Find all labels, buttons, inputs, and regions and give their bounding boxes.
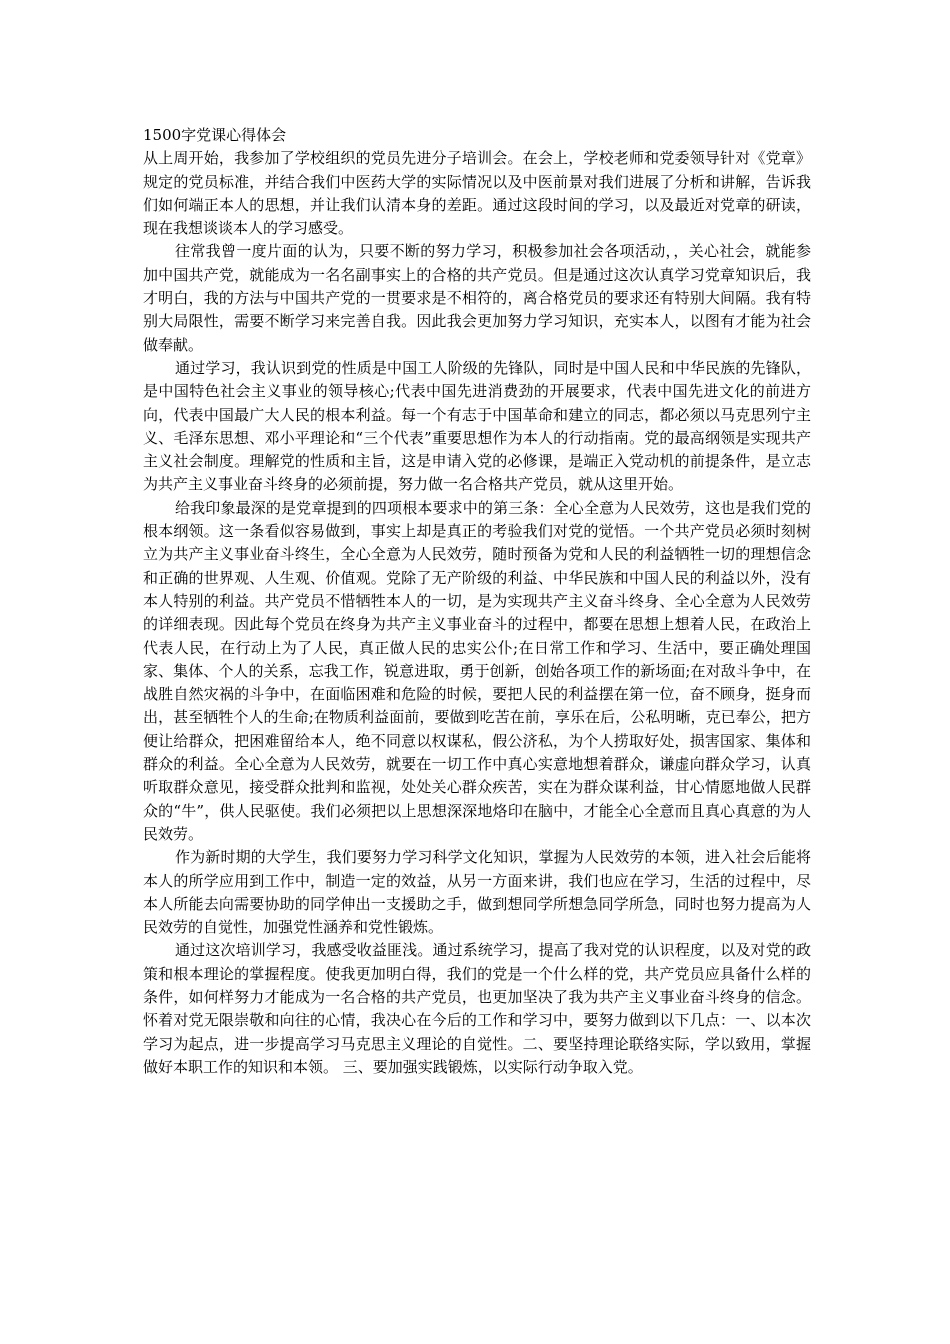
- document-title: 1500字党课心得体会: [143, 126, 287, 144]
- paragraph-party-nature: 通过学习，我认识到党的性质是中国工人阶级的先锋队，同时是中国人民和中华民族的先锋队，是中国特色社会主义事业的领导核心;代表中国先进消费劲的开展要求，代表中国先进文化的前进方向，代表中国最广大人民的根本利益。每一个有志于中国革命和建立的同志，都必须以马克思列宁主义、毛泽东思想、邓小平理论和“三个代表”重要思想作为本人的行动指南。党的最高纲领是实现共产主义社会制度。理解党的性质和主旨，这是申请入党的必修课，是端正入党动机的前提条件，是立志为共产主义事业奋斗终身的必须前提，努力做一名合格共产党员，就从这里开始。: [143, 358, 811, 494]
- paragraph-intro: 从上周开始，我参加了学校组织的党员先进分子培训会。在会上，学校老师和党委领导针对《党章》规定的党员标准，并结合我们中医药大学的实际情况以及中医前景对我们进展了分析和讲解，告诉我们如何端正本人的思想，并让我们认清本身的差距。通过这段时间的学习，以及最近对党章的研读，现在我想谈谈本人的学习感受。: [143, 149, 811, 238]
- paragraph-student-duty: 作为新时期的大学生，我们要努力学习科学文化知识，掌握为人民效劳的本领，进入社会后能将本人的所学应用到工作中，制造一定的效益，从另一方面来讲，我们也应在学习，生活的过程中，尽本人所能去向需要协助的同学伸出一支援助之手，做到想同学所想急同学所急，同时也努力提高为人民效劳的自觉性，加强党性涵养和党性锻炼。: [143, 848, 811, 937]
- paragraph-serve-people: 给我印象最深的是党章提到的四项根本要求中的第三条：全心全意为人民效劳，这也是我们党的根本纲领。这一条看似容易做到，事实上却是真正的考验我们对党的觉悟。一个共产党员必须时刻树立为共产主义事业奋斗终生，全心全意为人民效劳，随时预备为党和人民的利益牺牲一切的理想信念和正确的世界观、人生观、价值观。党除了无产阶级的利益、中华民族和中国人民的利益以外，没有本人特别的利益。共产党员不惜牺牲本人的一切，是为实现共产主义奋斗终身、全心全意为人民效劳的详细表现。因此每个党员在终身为共产主义事业奋斗的过程中，都要在思想上想着人民，在政治上代表人民，在行动上为了人民，真正做人民的忠实公仆;在日常工作和学习、生活中，要正确处理国家、集体、个人的关系，忘我工作，锐意进取，勇于创新，创始各项工作的新场面;在对敌斗争中，在战胜自然灾祸的斗争中，在面临困难和危险的时候，要把人民的利益摆在第一位，奋不顾身，挺身而出，甚至牺牲个人的生命;在物质利益面前，要做到吃苦在前，享乐在后，公私明晰，克已奉公，把方便让给群众，把困难留给本人，绝不同意以权谋私，假公济私，为个人捞取好处，损害国家、集体和群众的利益。全心全意为人民效劳，就要在一切工作中真心实意地想着群众，谦虚向群众学习，认真听取群众意见，接受群众批判和监视，处处关心群众疾苦，实在为群众谋利益，甘心情愿地做人民群众的“牛”，供人民驱使。我们必须把以上思想深深地烙印在脑中，才能全心全意而且真心真意的为人民效劳。: [143, 498, 811, 843]
- paragraph-conclusion: 通过这次培训学习，我感受收益匪浅。通过系统学习，提高了我对党的认识程度，以及对党的政策和根本理论的掌握程度。使我更加明白得，我们的党是一个什么样的党，共产党员应具备什么样的条件，如何样努力才能成为一名合格的共产党员，也更加坚决了我为共产主义事业奋斗终身的信念。怀着对党无限崇敬和向往的心情，我决心在今后的工作和学习中，要努力做到以下几点：一、以本次学习为起点，进一步提高学习马克思主义理论的自觉性。二、要坚持理论联络实际，学以致用，掌握做好本职工作的知识和本领。 三、要加强实践锻炼，以实际行动争取入党。: [143, 941, 811, 1076]
- paragraph-previous-view: 往常我曾一度片面的认为，只要不断的努力学习，积极参加社会各项活动，，关心社会，就能参加中国共产党，就能成为一名名副事实上的合格的共产党员。但是通过这次认真学习党章知识后，我才明白，我的方法与中国共产党的一贯要求是不相符的，离合格党员的要求还有特别大间隔。我有特别大局限性，需要不断学习来完善自我。因此我会更加努力学习知识，充实本人，以图有才能为社会做奉献。: [143, 242, 811, 354]
- document-page: [143, 124, 811, 1079]
